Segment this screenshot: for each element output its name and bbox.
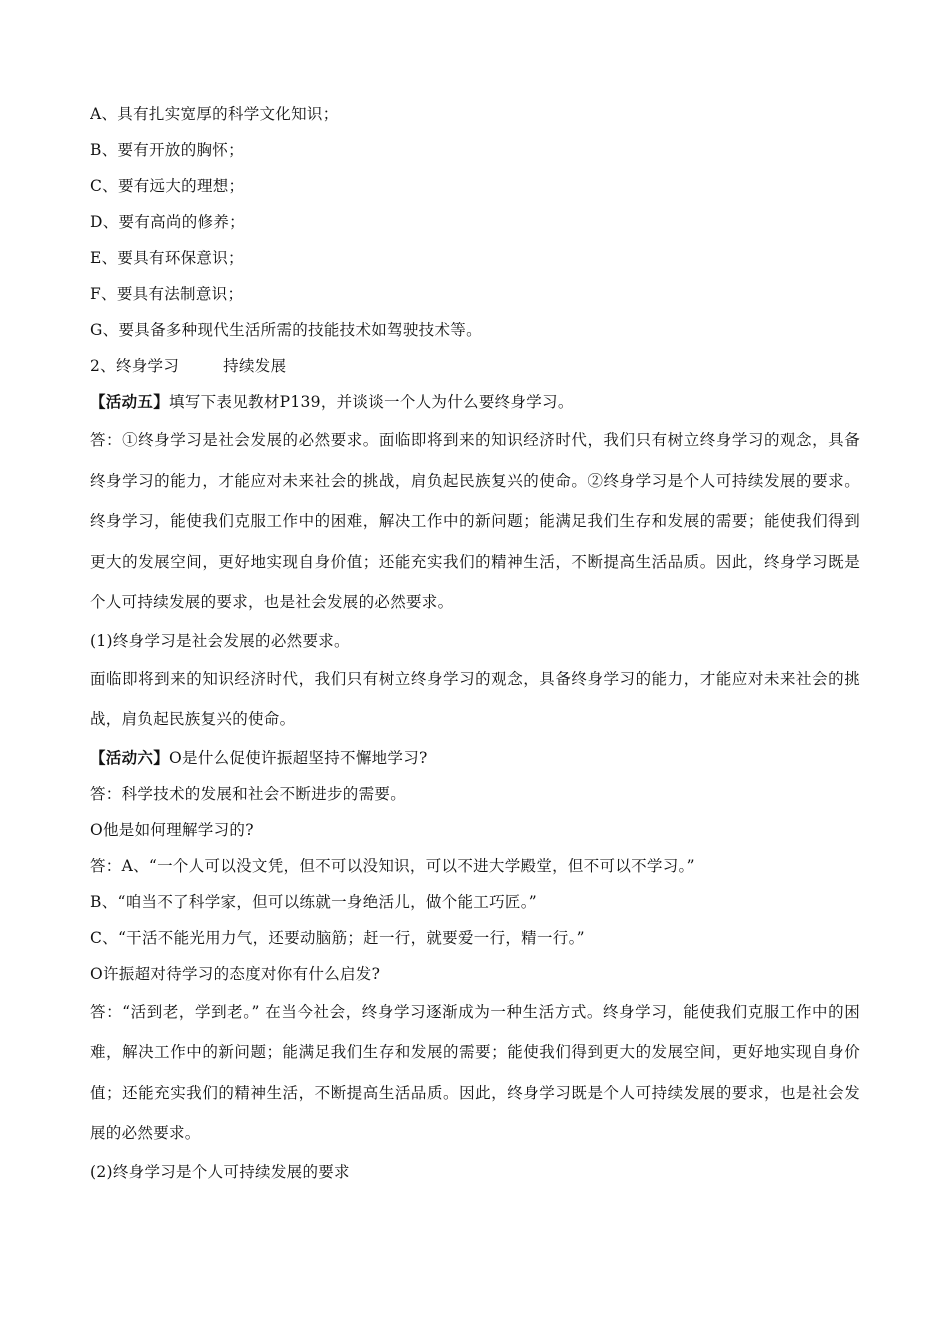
activity6-a3: 答：“活到老，学到老。” 在当今社会，终身学习逐渐成为一种生活方式。终身学习，能使我们克服工作中的困难，解决工作中的新问题；能满足我们生存和发展的需要；能使我们得到更大的发展空间，更好地实现自身价值；还能充实我们的精神生活，不断提高生活品质。因此，终身学习既是个人可持续发展的要求，也是社会发展的必然要求。 (90, 1002, 860, 1142)
document-page (90, 96, 860, 1190)
activity5-text: 填写下表见教材P139，并谈谈一个人为什么要终身学习。 (169, 393, 574, 411)
activity6-a2-a: 答：A、“一个人可以没文凭，但不可以没知识，可以不进大学殿堂，但不可以不学习。” (90, 856, 695, 875)
point2-title: (2)终身学习是个人可持续发展的要求 (90, 1162, 350, 1181)
activity6-q2: O他是如何理解学习的? (90, 820, 254, 839)
list-item-g: G、要具备多种现代生活所需的技能技术如驾驶技术等。 (90, 321, 482, 339)
list-item-d: D、要有高尚的修养； (90, 213, 245, 231)
activity5-label: 【活动五】 (90, 392, 170, 411)
section-heading-2-left: 2、终身学习 (90, 357, 180, 375)
activity6-q3: O许振超对待学习的态度对你有什么启发? (90, 964, 381, 983)
list-item-a: A、具有扎实宽厚的科学文化知识； (90, 105, 339, 123)
section-heading-2 (90, 348, 860, 384)
activity6-a1: 答：科学技术的发展和社会不断进步的需要。 (90, 784, 407, 803)
activity5-answer: 答：①终身学习是社会发展的必然要求。面临即将到来的知识经济时代，我们只有树立终身学习的观念，具备终身学习的能力，才能应对未来社会的挑战，肩负起民族复兴的使命。②终身学习是个人可持续发展的要求。终身学习，能使我们克服工作中的困难，解决工作中的新问题；能满足我们生存和发展的需要；能使我们得到更大的发展空间，更好地实现自身价值；还能充实我们的精神生活，不断提高生活品质。因此，终身学习既是个人可持续发展的要求，也是社会发展的必然要求。 (90, 431, 860, 611)
point1-title: (1)终身学习是社会发展的必然要求。 (90, 631, 350, 650)
section-heading-2-right: 持续发展 (223, 357, 287, 375)
list-item-b: B、要有开放的胸怀； (90, 141, 244, 159)
activity6-label: 【活动六】 (90, 747, 170, 767)
list-item-c: C、要有远大的理想； (90, 177, 245, 195)
activity6-prompt (90, 740, 860, 776)
activity6-a2-c: C、“干活不能光用力气，还要动脑筋；赶一行，就要爱一行，精一行。” (90, 928, 585, 947)
list-item-f: F、要具有法制意识； (90, 285, 244, 303)
list-item-e: E、要具有环保意识； (90, 249, 244, 267)
activity6-q1: O是什么促使许振超坚持不懈地学习? (169, 748, 428, 767)
activity5-prompt (90, 384, 860, 420)
activity6-a2-b: B、“咱当不了科学家，但可以练就一身绝活儿，做个能工巧匠。” (90, 892, 537, 911)
point1-text: 面临即将到来的知识经济时代，我们只有树立终身学习的观念，具备终身学习的能力，才能应对未来社会的挑战，肩负起民族复兴的使命。 (90, 669, 860, 728)
